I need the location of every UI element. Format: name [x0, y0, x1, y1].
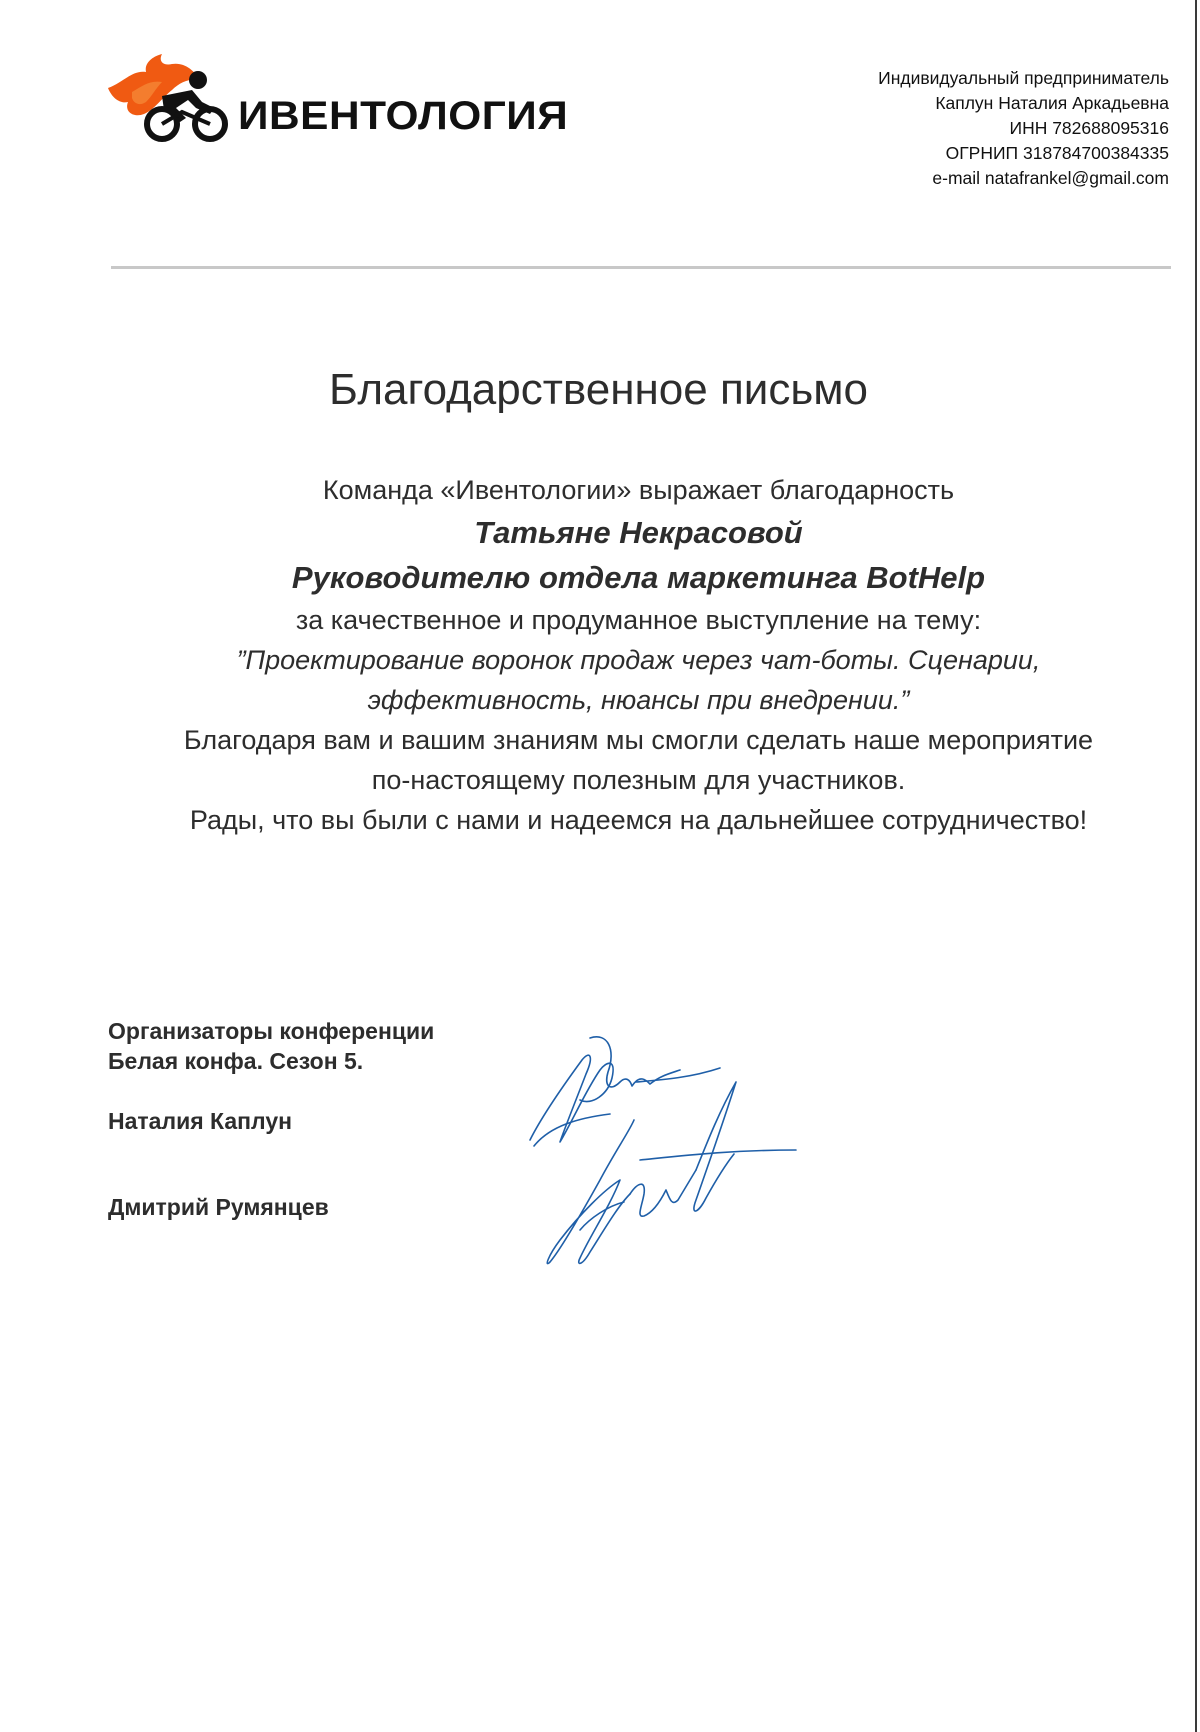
logo-wordmark: ИВЕНТОЛОГИЯ	[238, 94, 569, 138]
entrepreneur-requisites	[749, 66, 1169, 191]
requisite-ogrnip: ОГРНИП 318784700384335	[945, 143, 1169, 163]
organizers-heading-line2: Белая конфа. Сезон 5.	[108, 1048, 364, 1074]
organizers-heading-line1: Организаторы конференции	[108, 1018, 435, 1044]
letter-body	[60, 470, 1200, 840]
requisite-inn: ИНН 782688095316	[1009, 118, 1169, 138]
letter-closing: Рады, что вы были с нами и надеемся на дальнейшее сотрудничество!	[189, 805, 1088, 835]
recipient-position: Руководителю отдела маркетинга BotHelp	[291, 560, 986, 595]
talk-topic-line1: ”Проектирование воронок продаж через чат-боты. Сценарии,	[236, 645, 1041, 675]
cyclist-flame-logo-icon	[106, 52, 231, 142]
organizer-name-2: Дмитрий Румянцев	[108, 1194, 329, 1220]
letter-reason: за качественное и продуманное выступление на тему:	[295, 605, 982, 635]
requisite-email: e-mail natafrankel@gmail.com	[932, 168, 1169, 188]
letter-intro: Команда «Ивентологии» выражает благодарность	[322, 475, 955, 505]
requisite-status: Индивидуальный предприниматель	[878, 68, 1169, 88]
company-logo	[106, 52, 569, 142]
talk-topic-line2: эффективность, нюансы при внедрении.”	[367, 685, 910, 715]
handwritten-signatures-icon	[520, 1030, 850, 1290]
requisite-name: Каплун Наталия Аркадьевна	[935, 93, 1169, 113]
thanks-line2: по-настоящему полезным для участников.	[371, 765, 906, 795]
thanks-line1: Благодаря вам и вашим знаниям мы смогли сделать наше мероприятие	[183, 725, 1094, 755]
organizers-heading	[108, 1016, 434, 1076]
organizer-name-1: Наталия Каплун	[108, 1108, 293, 1134]
header-divider	[111, 266, 1171, 269]
recipient-name: Татьяне Некрасовой	[474, 515, 803, 550]
letter-title: Благодарственное письмо	[328, 365, 869, 414]
